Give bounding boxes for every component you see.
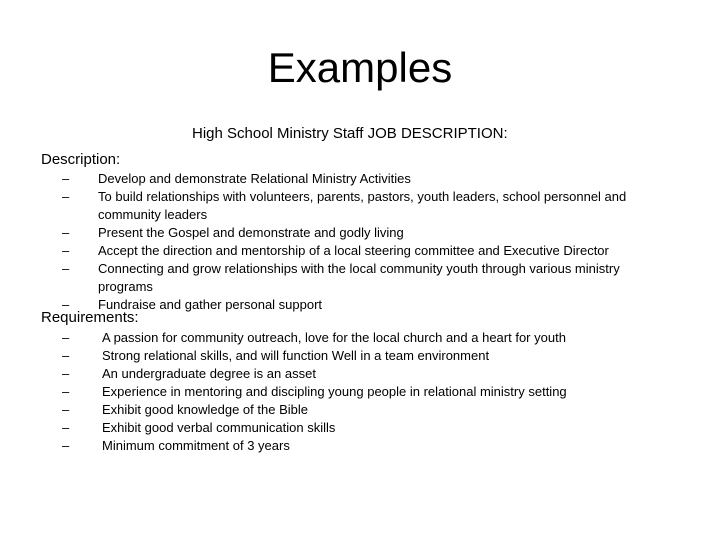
requirement-item-text: Strong relational skills, and will function Well in a team environment [102, 348, 490, 363]
dash-bullet-icon: – [62, 402, 70, 417]
description-list [62, 170, 672, 314]
requirement-item [62, 329, 622, 347]
requirement-item-text: Exhibit good knowledge of the Bible [102, 402, 308, 417]
requirement-item [62, 401, 622, 419]
requirement-item [62, 419, 622, 437]
dash-bullet-icon: – [62, 330, 70, 345]
description-item [62, 170, 672, 188]
requirements-heading: Requirements: [41, 309, 139, 326]
requirement-item [62, 347, 622, 365]
requirement-item [62, 383, 622, 401]
dash-bullet-icon: – [62, 225, 70, 240]
requirement-item-text: Exhibit good verbal communication skills [102, 420, 336, 435]
dash-bullet-icon: – [62, 384, 70, 399]
description-item-text: Present the Gospel and demonstrate and godly living [98, 225, 404, 240]
dash-bullet-icon: – [62, 348, 70, 363]
description-item [62, 242, 672, 260]
description-item-text: Connecting and grow relationships with the local community youth through various ministry programs [98, 261, 620, 294]
dash-bullet-icon: – [62, 243, 70, 258]
description-item-text: Fundraise and gather personal support [98, 297, 323, 312]
dash-bullet-icon: – [62, 366, 70, 381]
dash-bullet-icon: – [62, 189, 70, 204]
requirement-item [62, 437, 622, 455]
job-description-subtitle: High School Ministry Staff JOB DESCRIPTION: [192, 125, 508, 142]
description-heading: Description: [41, 151, 121, 168]
slide-title: Examples [267, 44, 453, 91]
dash-bullet-icon: – [62, 297, 70, 312]
requirements-list [62, 329, 622, 455]
dash-bullet-icon: – [62, 171, 70, 186]
description-item-text: Accept the direction and mentorship of a local steering committee and Executive Director [98, 243, 609, 258]
description-item [62, 296, 672, 314]
description-item-text: Develop and demonstrate Relational Ministry Activities [98, 171, 411, 186]
requirement-item-text: A passion for community outreach, love for the local church and a heart for youth [102, 330, 566, 345]
dash-bullet-icon: – [62, 420, 70, 435]
description-item-text: To build relationships with volunteers, parents, pastors, youth leaders, school personnel and community leaders [98, 189, 627, 222]
description-item [62, 188, 672, 224]
description-item [62, 224, 672, 242]
dash-bullet-icon: – [62, 261, 70, 276]
description-item [62, 260, 672, 296]
requirement-item-text: An undergraduate degree is an asset [102, 366, 316, 381]
requirement-item [62, 365, 622, 383]
requirement-item-text: Minimum commitment of 3 years [102, 438, 290, 453]
dash-bullet-icon: – [62, 438, 70, 453]
requirement-item-text: Experience in mentoring and discipling young people in relational ministry setting [102, 384, 567, 399]
